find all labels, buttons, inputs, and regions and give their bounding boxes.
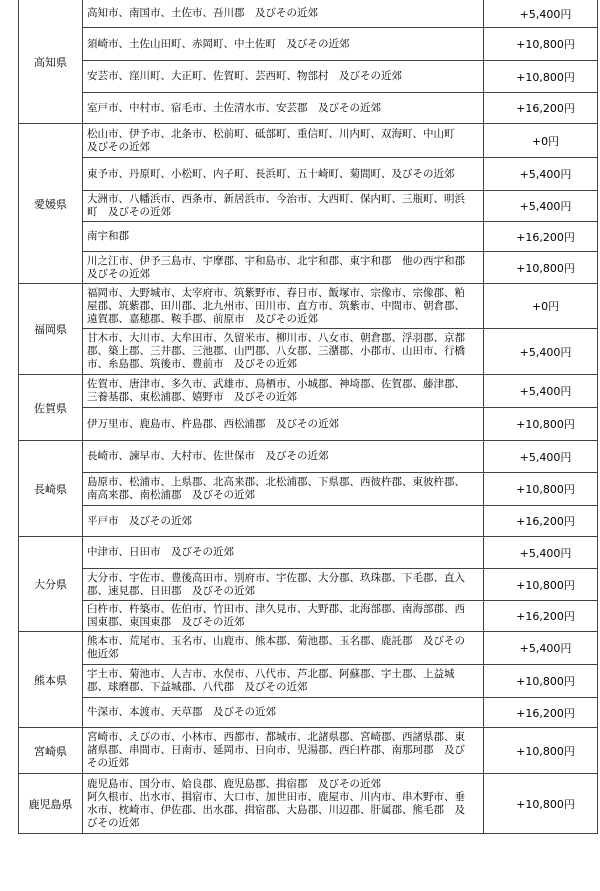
area-cell: 福岡市、大野城市、太宰府市、筑紫野市、春日市、飯塚市、宗像市、宗像郡、粕屋郡、筑紫郡、田川郡、北九州市、田川市、直方市、筑紫市、中間市、朝倉郡、遠賀郡、嘉穂郡、鞍手郡、前原市 及びその近郊 <box>87 286 465 325</box>
area-cell: 南宇和郡 <box>87 230 129 242</box>
table-row <box>82 375 598 408</box>
fee-cell: +10,800円 <box>483 665 597 697</box>
area-cell: 平戸市 及びその近郊 <box>87 514 192 527</box>
table-row <box>82 728 598 774</box>
table-row <box>82 191 598 222</box>
fee-cell: +0円 <box>483 124 597 157</box>
pref-fukuoka: 福岡県 <box>18 284 82 375</box>
area-cell: 室戸市、中村市、宿毛市、土佐清水市、安芸郡 及びその近郊 <box>87 101 381 114</box>
pref-kagoshima: 鹿児島県 <box>18 774 82 834</box>
area-cell: 鹿児島市、国分市、姶良郡、鹿児島郡、揖宿郡 及びその近郊 阿久根市、出水市、揖宿市、大口市、加世田市、鹿屋市、川内市、串木野市、垂水市、枕崎市、伊佐郡、出水郡、揖宿郡、大島郡、川辺郡、肝属郡、熊毛郡 及びその近郊 <box>87 777 465 829</box>
area-cell: 島原市、松浦市、上県郡、北高来郡、北松浦郡、下県郡、西彼杵郡、東彼杵郡、南高来郡、南松浦郡 及びその近郊 <box>87 476 465 501</box>
area-cell: 中津市、日田市 及びその近郊 <box>87 546 234 558</box>
pref-nagasaki: 長崎県 <box>18 441 82 537</box>
table-row <box>82 158 598 191</box>
area-cell: 長崎市、諫早市、大村市、佐世保市 及びその近郊 <box>87 450 329 462</box>
area-cell: 牛深市、本渡市、天草郡 及びその近郊 <box>87 706 276 718</box>
area-cell: 宮崎市、えびの市、小林市、西都市、都城市、北諸県郡、宮崎郡、西諸県郡、東諸県郡、串間市、日南市、延岡市、日向市、児湯郡、西臼杵郡、南那珂郡 及びその近郊 <box>87 731 465 769</box>
table-row <box>82 93 598 124</box>
pref-saga: 佐賀県 <box>18 375 82 441</box>
table-row <box>82 537 598 569</box>
area-cell: 安芸市、窪川町、大正町、佐賀町、芸西町、物部村 及びその近郊 <box>87 70 402 82</box>
area-cell: 東予市、丹原町、小松町、内子町、長浜町、五十崎町、菊間町、及びその近郊 <box>87 167 455 180</box>
area-cell: 川之江市、伊予三島市、宇摩郡、宇和島市、北宇和郡、東宇和郡 他の西宇和郡 及びその近郊 <box>87 254 476 280</box>
fee-cell: +5,400円 <box>483 158 597 190</box>
table-row <box>82 124 598 158</box>
area-cell: 須崎市、土佐山田町、赤岡町、中土佐町 及びその近郊 <box>87 37 350 50</box>
fee-cell: +16,200円 <box>483 698 597 727</box>
table-row <box>82 284 598 329</box>
table-row <box>82 569 598 601</box>
pref-kumamoto: 熊本県 <box>18 632 82 728</box>
table-row <box>82 0 598 28</box>
fee-cell: +10,800円 <box>483 408 597 440</box>
table-row <box>82 28 598 61</box>
table-row <box>82 61 598 93</box>
fee-cell: +5,400円 <box>483 537 597 568</box>
pref-kochi: 高知県 <box>18 0 82 124</box>
fee-cell: +10,800円 <box>483 252 597 283</box>
fee-cell: +5,400円 <box>483 329 597 374</box>
fee-cell: +5,400円 <box>483 0 597 27</box>
fee-cell: +10,800円 <box>483 569 597 600</box>
area-cell: 大分市、宇佐市、豊後高田市、別府市、宇佐郡、大分郡、玖珠郡、下毛郡、直入郡、速見郡、日田郡 及びその近郊 <box>87 571 465 597</box>
table-row <box>82 665 598 698</box>
fee-cell: +16,200円 <box>483 506 597 536</box>
pref-miyazaki: 宮崎県 <box>18 728 82 774</box>
area-cell: 甘木市、大川市、大牟田市、久留米市、柳川市、八女市、朝倉郡、浮羽郡、京都郡、築上郡、三井郡、三池郡、山門郡、八女郡、三潴郡、小郡市、山田市、行橋市、糸島郡、筑後市、豊前市 及びその近郊 <box>87 332 465 370</box>
area-cell: 熊本市、荒尾市、玉名市、山鹿市、熊本郡、菊池郡、玉名郡、鹿託郡 及びその他近郊 <box>87 635 465 660</box>
table-row <box>82 601 598 632</box>
fee-cell: +10,800円 <box>483 28 597 60</box>
area-cell: 宇土市、菊池市、人吉市、水俣市、八代市、芦北郡、阿蘇郡、宇土郡、上益城郡、球磨郡、下益城郡、八代郡 及びその近郊 <box>87 668 455 693</box>
table-row <box>82 329 598 375</box>
fee-cell: +5,400円 <box>483 191 597 221</box>
fee-cell: +5,400円 <box>483 441 597 472</box>
area-cell: 佐賀市、唐津市、多久市、武雄市、鳥栖市、小城郡、神埼郡、佐賀郡、藤津郡、三養基郡、東松浦郡、嬉野市 及びその近郊 <box>87 378 465 403</box>
area-cell: 高知市、南国市、土佐市、吾川郡 及びその近郊 <box>87 7 318 19</box>
fee-cell: +10,800円 <box>483 473 597 505</box>
table-row <box>82 222 598 252</box>
fee-cell: +10,800円 <box>483 774 597 833</box>
area-cell: 松山市、伊予市、北条市、松前町、砥部町、重信町、川内町、双海町、中山町 及びその近郊 <box>87 127 465 153</box>
table-row <box>82 408 598 441</box>
fee-cell: +16,200円 <box>483 93 597 123</box>
table-row <box>82 698 598 728</box>
table-row <box>82 774 598 834</box>
fee-cell: +0円 <box>483 284 597 328</box>
area-cell: 大洲市、八幡浜市、西条市、新居浜市、今治市、大西町、保内町、三瓶町、明浜町 及びその近郊 <box>87 193 465 218</box>
fee-cell: +5,400円 <box>483 632 597 664</box>
fee-cell: +10,800円 <box>483 728 597 773</box>
area-cell: 伊万里市、鹿島市、杵島郡、西松浦郡 及びその近郊 <box>87 417 339 430</box>
area-cell: 臼杵市、杵築市、佐伯市、竹田市、津久見市、大野郡、北海部郡、南海部郡、西国東郡、東国東郡 及びその近郊 <box>87 603 465 628</box>
table-row <box>82 441 598 473</box>
table-row <box>82 506 598 537</box>
fee-cell: +16,200円 <box>483 601 597 631</box>
table-row <box>82 252 598 284</box>
table-row <box>82 632 598 665</box>
table-row <box>82 473 598 506</box>
pref-oita: 大分県 <box>18 537 82 632</box>
fee-cell: +16,200円 <box>483 222 597 251</box>
fee-cell: +5,400円 <box>483 375 597 407</box>
pref-ehime: 愛媛県 <box>18 124 82 284</box>
fee-cell: +10,800円 <box>483 61 597 92</box>
